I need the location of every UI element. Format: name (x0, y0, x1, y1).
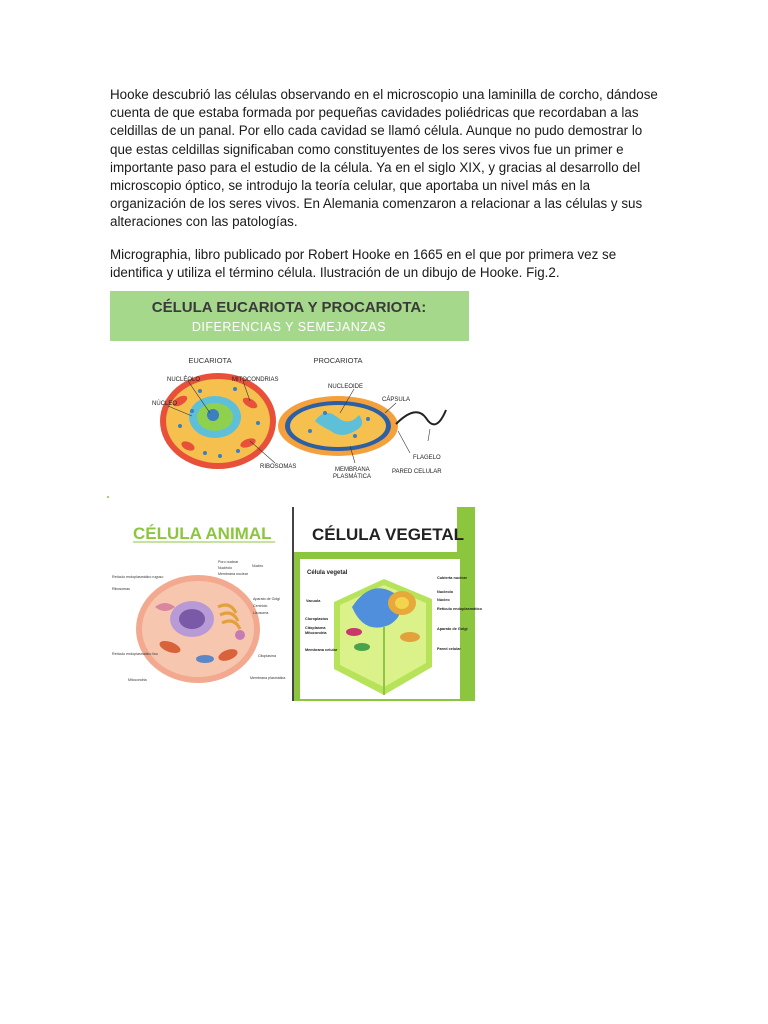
figure3-title: CÉLULA VEGETAL (312, 525, 465, 544)
figure1-subtitle: DIFERENCIAS Y SEMEJANZAS (191, 320, 387, 334)
label-pared-vegetal: Pared celular (437, 647, 461, 651)
prokaryote-cell-drawing (278, 396, 446, 456)
paragraph-micrographia-caption: Micrographia, libro publicado por Robert Hooke en 1665 en el que por primera vez se identifica y utiliza el término célula. Ilustración de un dibujo de Hooke. Fig.2. (110, 247, 617, 281)
label-ribosomas: RIBOSOMAS (260, 464, 297, 470)
label-reticulo: Retículo endoplasmático (437, 607, 482, 611)
label-citoplasma-animal: Citoplasma (258, 654, 276, 658)
label-nucleoide: NUCLEOIDE (328, 384, 364, 390)
label-cloroplastos: Cloroplastos (305, 617, 329, 621)
label-cubierta-nuclear: Cubierta nuclear (437, 576, 467, 580)
figure-eukaryote-prokaryote (110, 291, 469, 491)
label-capsula: CÁPSULA (382, 397, 411, 403)
eukaryote-cell-drawing (160, 373, 276, 469)
label-mitocondrias: MITOCONDRIAS (232, 377, 279, 383)
label-centriolo: Centriolo (253, 604, 268, 608)
label-lisosoma: Lisosoma (253, 611, 269, 615)
prokaryote-label: PROCARIOTA (313, 356, 363, 365)
eukaryote-label: EUCARIOTA (188, 356, 232, 365)
label-nucleo-animal: Núcleo (252, 564, 264, 568)
label-membrana-2: PLASMÁTICA (333, 474, 372, 480)
label-nucleolo-animal: Nucléolo (218, 566, 232, 570)
label-nucleolo: NUCLÉOLO (167, 377, 201, 383)
label-mitocondria-vegetal: Mitocondria (305, 631, 327, 635)
animal-cell-drawing (136, 575, 260, 683)
label-rer-1: Retículo endoplasmático rugoso (112, 575, 164, 579)
label-golgi-vegetal: Aparato de Golgi (437, 627, 468, 631)
label-membrana-plasmatica: Membrana plasmática (250, 676, 286, 680)
label-membrana-nuclear: Membrana nuclear (218, 572, 248, 576)
label-nucleo: NÚCLEO (152, 401, 178, 407)
figure2-title: CÉLULA ANIMAL (133, 524, 272, 543)
paragraph-hooke-discovery: Hooke descubrió las células observando en el microscopio una laminilla de corcho, dándose cuenta de que estaba formada por pequeñas cavidades poliédricas que recordaban a las celdillas de un panal. Por ello cada cavidad se llamó célula. Aunque no pudo demostrar lo que estas celdillas significaban como constituyentes de los seres vivos fue un primer e importante paso para el estudio de la célula. Ya en el siglo XIX, y gracias al desarrollo del microscopio óptico, se introdujo la teoría celular, que aportaba un nivel más en la organización de los seres vivos. En Alemania comenzaron a relacionar a las células y sus alteraciones con las patologías. (110, 87, 658, 230)
label-ribosomas-animal: Ribosomas (112, 587, 130, 591)
figure-animal-cell (110, 507, 288, 701)
label-mitocondria-animal: Mitocondria (128, 678, 147, 682)
label-golgi-animal: Aparato de Golgi (253, 597, 280, 601)
figure1-title: CÉLULA EUCARIOTA Y PROCARIOTA: (151, 299, 427, 316)
label-poro-nuclear: Poro nuclear (218, 560, 239, 564)
figure3-inner-title: Célula vegetal (307, 570, 348, 576)
label-membrana-celular: Membrana celular (305, 648, 338, 652)
label-nucleo-vegetal: Núcleo (437, 598, 450, 602)
label-vacuola: Vacuola (306, 599, 321, 603)
label-rel: Retículo endoplasmático liso (112, 652, 158, 656)
label-citoplasma-vegetal: Citoplasma (305, 626, 326, 630)
label-flagelo: FLAGELO (413, 455, 441, 461)
leaf-logo-icon (107, 496, 109, 498)
label-membrana-1: MEMBRANA (335, 467, 370, 473)
label-pared-celular: PARED CELULAR (392, 469, 442, 475)
figure-plant-cell (292, 507, 482, 701)
label-nucleolo-vegetal: Nucleolo (437, 590, 454, 594)
